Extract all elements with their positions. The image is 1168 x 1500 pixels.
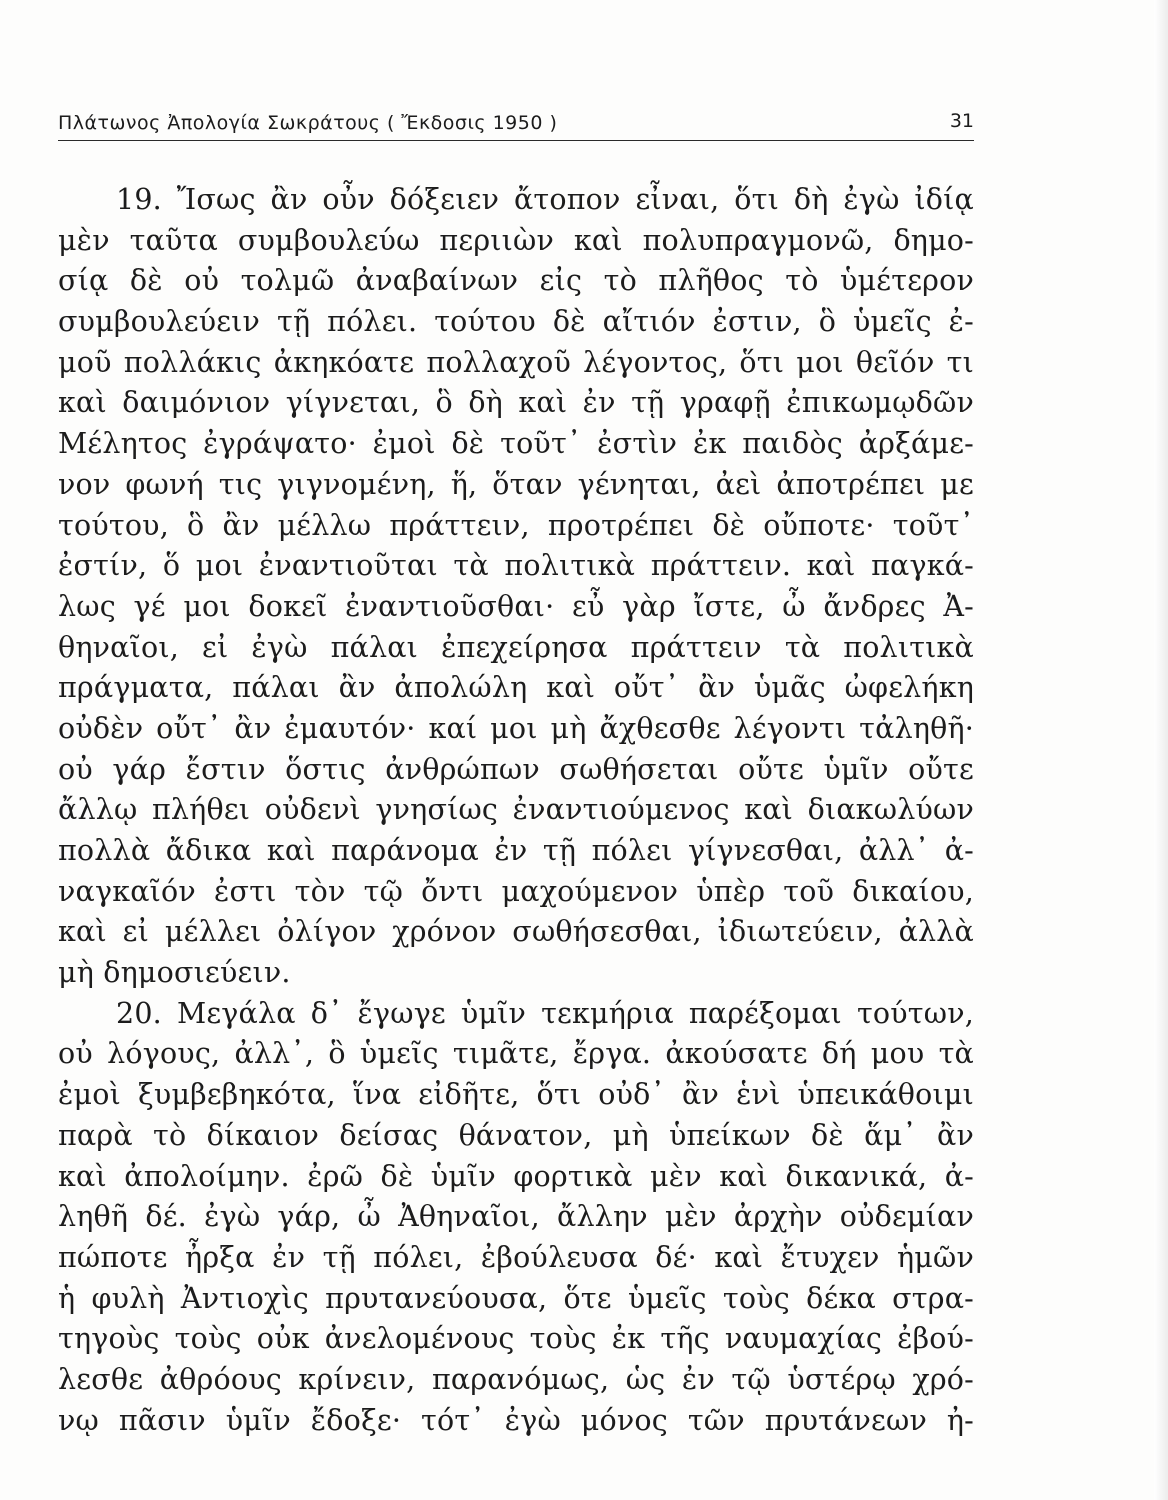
text-line: μοῦ πολλάκις ἀκηκόατε πολλαχοῦ λέγοντος, ὅτι μοι θεῖόν τι [58, 345, 974, 379]
page-header [58, 100, 974, 141]
text-line: ναγκαῖόν ἐστι τὸν τῷ ὄντι μαχούμενον ὑπὲρ τοῦ δικαίου, [58, 874, 974, 908]
text-line: 19. Ἴσως ἂν οὖν δόξειεν ἄτοπον εἶναι, ὅτι δὴ ἐγὼ ἰδίᾳ [116, 183, 974, 216]
running-title: Πλάτωνος Ἀπολογία Σωκράτους ( Ἔκδοσις 1950 ) [58, 112, 558, 134]
text-line: νον φωνή τις γιγνομένη, ἥ, ὅταν γένηται, ἀεὶ ἀποτρέπει με [58, 467, 974, 501]
text-line: παρὰ τὸ δίκαιον δείσας θάνατον, μὴ ὑπείκων δὲ ἅμ᾽ ἂν [58, 1118, 974, 1152]
text-line: ἐστίν, ὅ μοι ἐναντιοῦται τὰ πολιτικὰ πράττειν. καὶ παγκά- [58, 549, 974, 583]
text-line: συμβουλεύειν τῇ πόλει. τούτου δὲ αἴτιόν ἐστιν, ὃ ὑμεῖς ἐ- [58, 305, 974, 339]
text-line: καὶ ἀπολοίμην. ἐρῶ δὲ ὑμῖν φορτικὰ μὲν καὶ δικανικά, ἀ- [58, 1159, 974, 1193]
text-line: καὶ εἰ μέλλει ὀλίγον χρόνον σωθήσεσθαι, ἰδιωτεύειν, ἀλλὰ [58, 915, 974, 949]
text-line: πώποτε ἦρξα ἐν τῇ πόλει, ἐβούλευσα δέ· καὶ ἔτυχεν ἡμῶν [58, 1240, 974, 1274]
text-line: μὲν ταῦτα συμβουλεύω περιιὼν καὶ πολυπραγμονῶ, δημο- [58, 223, 974, 257]
page-number: 31 [949, 110, 974, 132]
text-line: ἐμοὶ ξυμβεβηκότα, ἵνα εἰδῆτε, ὅτι οὐδ᾽ ἂν ἑνὶ ὑπεικάθοιμι [58, 1078, 974, 1112]
text-line: Μέλητος ἐγράψατο· ἐμοὶ δὲ τοῦτ᾽ ἐστὶν ἐκ παιδὸς ἀρξάμε- [58, 427, 974, 461]
text-line: θηναῖοι, εἰ ἐγὼ πάλαι ἐπεχείρησα πράττειν τὰ πολιτικὰ [58, 630, 974, 664]
body-text [58, 180, 974, 1441]
text-line: οὐ λόγους, ἀλλ᾽, ὃ ὑμεῖς τιμᾶτε, ἔργα. ἀκούσατε δή μου τὰ [58, 1037, 974, 1071]
text-line: μὴ δημοσιεύειν. [58, 956, 291, 990]
scan-edge-shadow [1154, 0, 1168, 1500]
text-line: λεσθε ἀθρόους κρίνειν, παρανόμως, ὡς ἐν τῷ ὑστέρῳ χρό- [58, 1362, 974, 1396]
text-line: ἡ φυλὴ Ἀντιοχὶς πρυτανεύουσα, ὅτε ὑμεῖς τοὺς δέκα στρα- [58, 1281, 974, 1315]
text-line: νῳ πᾶσιν ὑμῖν ἔδοξε· τότ᾽ ἐγὼ μόνος τῶν πρυτάνεων ἠ- [58, 1403, 974, 1437]
text-line: σίᾳ δὲ οὐ τολμῶ ἀναβαίνων εἰς τὸ πλῆθος τὸ ὑμέτερον [58, 264, 974, 298]
text-line: ληθῆ δέ. ἐγὼ γάρ, ὦ Ἀθηναῖοι, ἄλλην μὲν ἀρχὴν οὐδεμίαν [58, 1200, 974, 1234]
text-line: τηγοὺς τοὺς οὐκ ἀνελομένους τοὺς ἐκ τῆς ναυμαχίας ἐβού- [58, 1322, 974, 1356]
text-line: πολλὰ ἄδικα καὶ παράνομα ἐν τῇ πόλει γίγνεσθαι, ἀλλ᾽ ἀ- [58, 834, 974, 867]
text-line: καὶ δαιμόνιον γίγνεται, ὃ δὴ καὶ ἐν τῇ γραφῇ ἐπικωμῳδῶν [58, 386, 974, 420]
text-line: ἄλλῳ πλήθει οὐδενὶ γνησίως ἐναντιούμενος καὶ διακωλύων [58, 793, 974, 827]
text-line: οὐδὲν οὔτ᾽ ἂν ἐμαυτόν· καί μοι μὴ ἄχθεσθε λέγοντι τἀληθῆ· [58, 711, 974, 745]
text-line: τούτου, ὃ ἂν μέλλω πράττειν, προτρέπει δὲ οὔποτε· τοῦτ᾽ [58, 508, 974, 542]
text-line: πράγματα, πάλαι ἂν ἀπολώλη καὶ οὔτ᾽ ἂν ὑμᾶς ὠφελήκη [58, 671, 974, 705]
text-line: λως γέ μοι δοκεῖ ἐναντιοῦσθαι· εὖ γὰρ ἴστε, ὦ ἄνδρες Ἀ- [58, 589, 974, 623]
text-line: 20. Μεγάλα δ᾽ ἔγωγε ὑμῖν τεκμήρια παρέξομαι τούτων, [116, 996, 974, 1030]
text-line: οὐ γάρ ἔστιν ὅστις ἀνθρώπων σωθήσεται οὔτε ὑμῖν οὔτε [58, 752, 974, 786]
